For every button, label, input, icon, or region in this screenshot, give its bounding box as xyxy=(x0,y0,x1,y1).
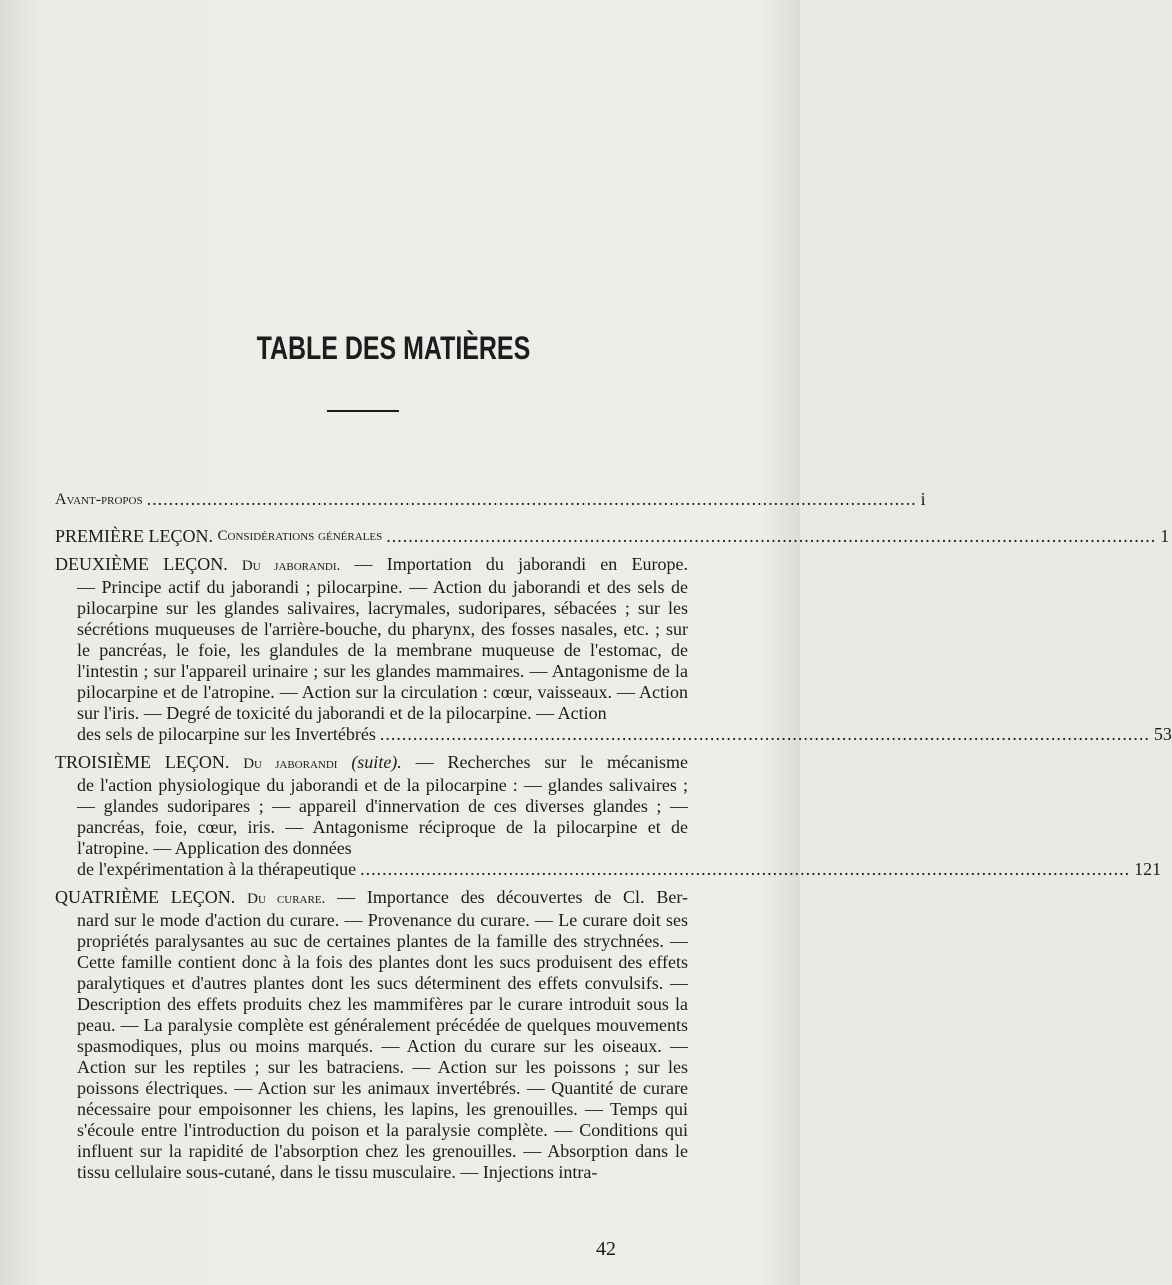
toc-entry-troisieme-lecon xyxy=(55,752,1162,880)
entry-first-line xyxy=(55,887,688,910)
entry-description: de l'action physiologique du jaborandi et de la pilocarpine : — glandes salivaires ; — glandes sudoripares ; — appareil d'innervation de ces diverses glandes ; — pancréas, foie, cœur, iris. — Antagonisme réciproque de la pilocarpine et de l'atropine. — Application des données xyxy=(77,775,688,858)
lecon-label: PREMIÈRE LEÇON. xyxy=(55,526,214,546)
lecon-subject: Considérations générales xyxy=(217,528,383,544)
toc-page-number: 53 xyxy=(1153,724,1172,744)
entry-description: — Principe actif du jaborandi ; pilocarpine. — Action du jaborandi et des sels de pilocarpine sur les glandes salivaires, lacrymales, sudoripares, sébacées ; sur les sécrétions muqueuses de l'arrière-bouche, du pharynx, des fosses nasales, etc. ; sur le pancréas, le foie, les glandules de la membrane muqueuse de l'estomac, de l'intestin ; sur l'appareil urinaire ; sur les glandes mammaires. — Antagonisme de la pilocarpine et de l'atropine. — Action sur la circulation : cœur, vaisseaux. — Action sur l'iris. — Degré de toxicité du jaborandi et de la pilocarpine. — Action xyxy=(77,577,688,723)
lecon-label: TROISIÈME LEÇON. xyxy=(55,752,230,772)
entry-last-line xyxy=(55,859,1162,880)
dot-leader: ............................................................................................................................................ xyxy=(146,489,917,509)
bleed-through-text xyxy=(60,128,700,149)
toc-page-number: i xyxy=(920,489,926,509)
dot-leader: ............................................................................................................................................ xyxy=(386,526,1157,546)
toc-entry-deuxieme-lecon xyxy=(55,554,1172,745)
lecon-subject: Du jaborandi xyxy=(243,756,338,772)
entry-text-start: — Importance des découvertes de Cl. Ber- xyxy=(337,887,688,907)
entry-description: nard sur le mode d'action du curare. — Provenance du curare. — Le curare doit ses propriétés paralysantes au suc de certaines plantes de la famille des strychnées. — Cette famille contient donc à la fois des plantes dont les sucs produisent des effets paralytiques et d'autres plantes dont les sucs déterminent des effets convulsifs. — Description des effets produits chez les mammifères par le curare introduit sous la peau. — La paralysie complète est généralement précédée de quelques mouvements spasmodiques, plus ou moins marqués. — Action du curare sur les oiseaux. — Action sur les reptiles ; sur les batraciens. — Action sur les poissons ; sur les poissons électriques. — Action sur les animaux invertébrés. — Quantité de curare nécessaire pour empoisonner les chiens, les lapins, les grenouilles. — Temps qui s'écoule entre l'introduction du poison et la paralysie complète. — Conditions qui influent sur la rapidité de l'absorption chez les grenouilles. — Absorption dans le tissu cellulaire sous-cutané, dans le tissu musculaire. — Injections intra- xyxy=(77,910,688,1182)
lecon-label: DEUXIÈME LEÇON. xyxy=(55,554,228,574)
toc-page-number: 121 xyxy=(1134,859,1162,879)
toc-entry-avant-propos xyxy=(55,489,926,510)
entry-first-line xyxy=(55,554,688,577)
entry-text-end: de l'expérimentation à la thérapeutique xyxy=(77,859,357,879)
entry-text-end: des sels de pilocarpine sur les Invertébrés xyxy=(77,724,376,744)
entry-last-line xyxy=(55,724,1172,745)
lecon-label: QUATRIÈME LEÇON. xyxy=(55,887,236,907)
dot-leader: ............................................................................................................................................ xyxy=(360,859,1131,879)
entry-text-start: — Importation du jaborandi en Europe. xyxy=(354,554,688,574)
toc-entry-premiere-lecon xyxy=(55,526,1170,547)
toc-page-number: 1 xyxy=(1160,526,1170,546)
toc-entry-label: Avant-propos xyxy=(55,491,143,508)
lecon-subject-suffix: (suite). xyxy=(351,752,402,772)
toc-entry-quatrieme-lecon xyxy=(55,887,688,1183)
lecon-subject: Du curare. xyxy=(247,891,326,907)
entry-first-line xyxy=(55,752,688,775)
lecon-subject: Du jaborandi. xyxy=(241,558,341,574)
table-of-contents xyxy=(55,489,1172,1183)
dot-leader: ............................................................................................................................................ xyxy=(379,724,1150,744)
page-title: TABLE DES MATIÈRES xyxy=(256,330,531,366)
page-number: 42 xyxy=(596,1238,616,1260)
title-rule xyxy=(327,410,399,412)
entry-text-start: — Recherches sur le mécanisme xyxy=(415,752,688,772)
